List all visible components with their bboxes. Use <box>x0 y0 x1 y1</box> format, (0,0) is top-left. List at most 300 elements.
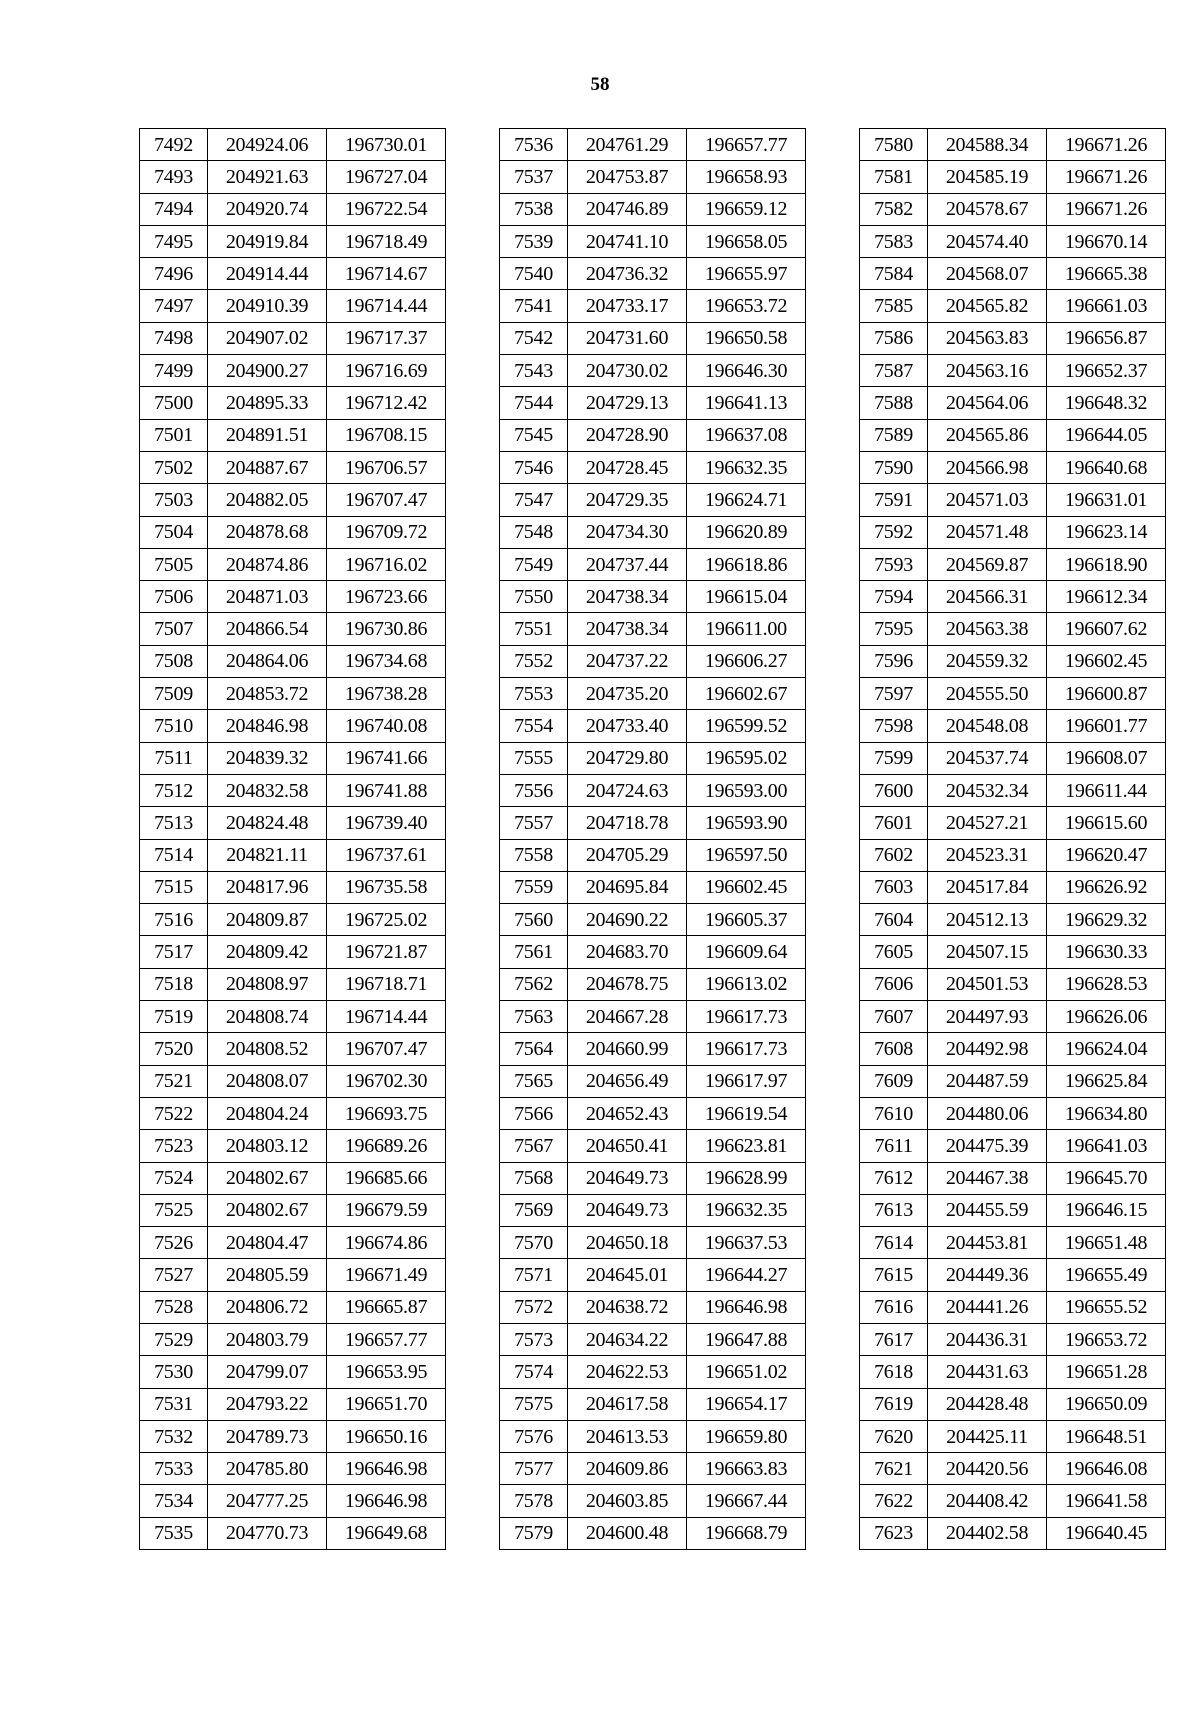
y-coordinate-cell: 196605.37 <box>687 904 806 936</box>
x-coordinate-cell: 204806.72 <box>208 1291 327 1323</box>
y-coordinate-cell: 196602.67 <box>687 678 806 710</box>
point-number-cell: 7570 <box>500 1227 568 1259</box>
table-row <box>140 451 446 483</box>
point-number-cell: 7608 <box>860 1033 928 1065</box>
y-coordinate-cell: 196634.80 <box>1047 1097 1166 1129</box>
table-row <box>500 936 806 968</box>
table-row <box>500 581 806 613</box>
x-coordinate-cell: 204920.74 <box>208 193 327 225</box>
y-coordinate-cell: 196612.34 <box>1047 581 1166 613</box>
y-coordinate-cell: 196725.02 <box>327 904 446 936</box>
table-row <box>500 807 806 839</box>
table-row <box>860 161 1166 193</box>
y-coordinate-cell: 196714.67 <box>327 258 446 290</box>
table-row <box>140 225 446 257</box>
point-number-cell: 7619 <box>860 1388 928 1420</box>
table-row <box>860 1420 1166 1452</box>
point-number-cell: 7545 <box>500 419 568 451</box>
point-number-cell: 7513 <box>140 807 208 839</box>
x-coordinate-cell: 204919.84 <box>208 225 327 257</box>
y-coordinate-cell: 196652.37 <box>1047 355 1166 387</box>
y-coordinate-cell: 196599.52 <box>687 710 806 742</box>
y-coordinate-cell: 196730.01 <box>327 129 446 161</box>
x-coordinate-cell: 204882.05 <box>208 484 327 516</box>
point-number-cell: 7578 <box>500 1485 568 1517</box>
y-coordinate-cell: 196613.02 <box>687 968 806 1000</box>
point-number-cell: 7500 <box>140 387 208 419</box>
x-coordinate-cell: 204690.22 <box>568 904 687 936</box>
table-row <box>140 774 446 806</box>
point-number-cell: 7533 <box>140 1453 208 1485</box>
point-number-cell: 7535 <box>140 1517 208 1549</box>
y-coordinate-cell: 196650.09 <box>1047 1388 1166 1420</box>
y-coordinate-cell: 196637.53 <box>687 1227 806 1259</box>
x-coordinate-cell: 204821.11 <box>208 839 327 871</box>
point-number-cell: 7560 <box>500 904 568 936</box>
x-coordinate-cell: 204449.36 <box>928 1259 1047 1291</box>
table-row <box>860 1485 1166 1517</box>
table-row <box>860 1356 1166 1388</box>
point-number-cell: 7572 <box>500 1291 568 1323</box>
point-number-cell: 7623 <box>860 1517 928 1549</box>
x-coordinate-cell: 204420.56 <box>928 1453 1047 1485</box>
x-coordinate-cell: 204436.31 <box>928 1323 1047 1355</box>
y-coordinate-cell: 196702.30 <box>327 1065 446 1097</box>
point-number-cell: 7512 <box>140 774 208 806</box>
y-coordinate-cell: 196650.16 <box>327 1420 446 1452</box>
point-number-cell: 7571 <box>500 1259 568 1291</box>
point-number-cell: 7565 <box>500 1065 568 1097</box>
table-row <box>140 258 446 290</box>
x-coordinate-cell: 204910.39 <box>208 290 327 322</box>
y-coordinate-cell: 196623.81 <box>687 1130 806 1162</box>
table-row <box>860 1162 1166 1194</box>
y-coordinate-cell: 196641.58 <box>1047 1485 1166 1517</box>
y-coordinate-cell: 196628.99 <box>687 1162 806 1194</box>
table-row <box>860 613 1166 645</box>
table-row <box>140 355 446 387</box>
y-coordinate-cell: 196649.68 <box>327 1517 446 1549</box>
table-row <box>500 355 806 387</box>
y-coordinate-cell: 196659.80 <box>687 1420 806 1452</box>
point-number-cell: 7568 <box>500 1162 568 1194</box>
x-coordinate-cell: 204431.63 <box>928 1356 1047 1388</box>
x-coordinate-cell: 204874.86 <box>208 548 327 580</box>
table-row <box>500 839 806 871</box>
point-number-cell: 7556 <box>500 774 568 806</box>
page-number: 58 <box>590 74 610 95</box>
table-row <box>500 1420 806 1452</box>
table-row <box>140 613 446 645</box>
point-number-cell: 7566 <box>500 1097 568 1129</box>
x-coordinate-cell: 204609.86 <box>568 1453 687 1485</box>
table-row <box>500 1323 806 1355</box>
y-coordinate-cell: 196657.77 <box>687 129 806 161</box>
point-number-cell: 7580 <box>860 129 928 161</box>
x-coordinate-cell: 204617.58 <box>568 1388 687 1420</box>
y-coordinate-cell: 196646.98 <box>687 1291 806 1323</box>
y-coordinate-cell: 196647.88 <box>687 1323 806 1355</box>
x-coordinate-cell: 204887.67 <box>208 451 327 483</box>
point-number-cell: 7508 <box>140 645 208 677</box>
table-row <box>140 1453 446 1485</box>
x-coordinate-cell: 204574.40 <box>928 225 1047 257</box>
y-coordinate-cell: 196650.58 <box>687 322 806 354</box>
point-number-cell: 7509 <box>140 678 208 710</box>
point-number-cell: 7495 <box>140 225 208 257</box>
point-number-cell: 7542 <box>500 322 568 354</box>
x-coordinate-cell: 204559.32 <box>928 645 1047 677</box>
table-row <box>500 968 806 1000</box>
table-row <box>140 516 446 548</box>
y-coordinate-cell: 196723.66 <box>327 581 446 613</box>
table-row <box>500 1194 806 1226</box>
point-number-cell: 7594 <box>860 581 928 613</box>
table-row <box>860 419 1166 451</box>
x-coordinate-cell: 204507.15 <box>928 936 1047 968</box>
x-coordinate-cell: 204737.22 <box>568 645 687 677</box>
point-number-cell: 7561 <box>500 936 568 968</box>
y-coordinate-cell: 196632.35 <box>687 1194 806 1226</box>
y-coordinate-cell: 196646.30 <box>687 355 806 387</box>
x-coordinate-cell: 204667.28 <box>568 1001 687 1033</box>
table-row <box>860 774 1166 806</box>
x-coordinate-cell: 204733.17 <box>568 290 687 322</box>
x-coordinate-cell: 204425.11 <box>928 1420 1047 1452</box>
y-coordinate-cell: 196641.13 <box>687 387 806 419</box>
x-coordinate-cell: 204761.29 <box>568 129 687 161</box>
x-coordinate-cell: 204634.22 <box>568 1323 687 1355</box>
y-coordinate-cell: 196602.45 <box>1047 645 1166 677</box>
table-row <box>500 193 806 225</box>
y-coordinate-cell: 196716.02 <box>327 548 446 580</box>
x-coordinate-cell: 204475.39 <box>928 1130 1047 1162</box>
y-coordinate-cell: 196623.14 <box>1047 516 1166 548</box>
point-number-cell: 7493 <box>140 161 208 193</box>
y-coordinate-cell: 196653.72 <box>1047 1323 1166 1355</box>
point-number-cell: 7615 <box>860 1259 928 1291</box>
y-coordinate-cell: 196739.40 <box>327 807 446 839</box>
point-number-cell: 7558 <box>500 839 568 871</box>
table-row <box>860 710 1166 742</box>
point-number-cell: 7573 <box>500 1323 568 1355</box>
x-coordinate-cell: 204571.48 <box>928 516 1047 548</box>
table-row <box>860 193 1166 225</box>
point-number-cell: 7617 <box>860 1323 928 1355</box>
y-coordinate-cell: 196663.83 <box>687 1453 806 1485</box>
x-coordinate-cell: 204563.83 <box>928 322 1047 354</box>
y-coordinate-cell: 196722.54 <box>327 193 446 225</box>
point-number-cell: 7528 <box>140 1291 208 1323</box>
table-row <box>140 1097 446 1129</box>
x-coordinate-cell: 204804.47 <box>208 1227 327 1259</box>
y-coordinate-cell: 196727.04 <box>327 161 446 193</box>
table-row <box>500 290 806 322</box>
x-coordinate-cell: 204568.07 <box>928 258 1047 290</box>
x-coordinate-cell: 204809.42 <box>208 936 327 968</box>
point-number-cell: 7601 <box>860 807 928 839</box>
point-number-cell: 7552 <box>500 645 568 677</box>
table-row <box>500 258 806 290</box>
point-number-cell: 7598 <box>860 710 928 742</box>
x-coordinate-cell: 204846.98 <box>208 710 327 742</box>
y-coordinate-cell: 196670.14 <box>1047 225 1166 257</box>
coordinate-table-2 <box>499 128 806 1550</box>
y-coordinate-cell: 196644.27 <box>687 1259 806 1291</box>
table-row <box>140 1517 446 1549</box>
table-row <box>860 1033 1166 1065</box>
table-row <box>500 1033 806 1065</box>
y-coordinate-cell: 196626.06 <box>1047 1001 1166 1033</box>
x-coordinate-cell: 204565.82 <box>928 290 1047 322</box>
x-coordinate-cell: 204650.18 <box>568 1227 687 1259</box>
table-row <box>140 678 446 710</box>
table-row <box>140 742 446 774</box>
x-coordinate-cell: 204492.98 <box>928 1033 1047 1065</box>
point-number-cell: 7492 <box>140 129 208 161</box>
x-coordinate-cell: 204746.89 <box>568 193 687 225</box>
x-coordinate-cell: 204731.60 <box>568 322 687 354</box>
table-row <box>140 1065 446 1097</box>
point-number-cell: 7550 <box>500 581 568 613</box>
point-number-cell: 7548 <box>500 516 568 548</box>
table-row <box>140 129 446 161</box>
x-coordinate-cell: 204441.26 <box>928 1291 1047 1323</box>
table-row <box>860 1323 1166 1355</box>
table-row <box>860 581 1166 613</box>
point-number-cell: 7496 <box>140 258 208 290</box>
point-number-cell: 7555 <box>500 742 568 774</box>
point-number-cell: 7494 <box>140 193 208 225</box>
x-coordinate-cell: 204871.03 <box>208 581 327 613</box>
y-coordinate-cell: 196640.45 <box>1047 1517 1166 1549</box>
point-number-cell: 7605 <box>860 936 928 968</box>
y-coordinate-cell: 196648.32 <box>1047 387 1166 419</box>
y-coordinate-cell: 196651.48 <box>1047 1227 1166 1259</box>
table-row <box>500 678 806 710</box>
table-row <box>140 839 446 871</box>
y-coordinate-cell: 196617.73 <box>687 1001 806 1033</box>
point-number-cell: 7592 <box>860 516 928 548</box>
point-number-cell: 7525 <box>140 1194 208 1226</box>
point-number-cell: 7522 <box>140 1097 208 1129</box>
table-row <box>140 1356 446 1388</box>
x-coordinate-cell: 204802.67 <box>208 1194 327 1226</box>
x-coordinate-cell: 204817.96 <box>208 871 327 903</box>
table-row <box>500 1291 806 1323</box>
point-number-cell: 7575 <box>500 1388 568 1420</box>
point-number-cell: 7621 <box>860 1453 928 1485</box>
x-coordinate-cell: 204724.63 <box>568 774 687 806</box>
table-row <box>860 516 1166 548</box>
y-coordinate-cell: 196607.62 <box>1047 613 1166 645</box>
x-coordinate-cell: 204566.31 <box>928 581 1047 613</box>
point-number-cell: 7501 <box>140 419 208 451</box>
x-coordinate-cell: 204453.81 <box>928 1227 1047 1259</box>
point-number-cell: 7599 <box>860 742 928 774</box>
y-coordinate-cell: 196741.88 <box>327 774 446 806</box>
x-coordinate-cell: 204734.30 <box>568 516 687 548</box>
x-coordinate-cell: 204839.32 <box>208 742 327 774</box>
y-coordinate-cell: 196657.77 <box>327 1323 446 1355</box>
point-number-cell: 7532 <box>140 1420 208 1452</box>
table-row <box>140 936 446 968</box>
x-coordinate-cell: 204729.35 <box>568 484 687 516</box>
x-coordinate-cell: 204683.70 <box>568 936 687 968</box>
y-coordinate-cell: 196671.49 <box>327 1259 446 1291</box>
y-coordinate-cell: 196668.79 <box>687 1517 806 1549</box>
point-number-cell: 7518 <box>140 968 208 1000</box>
table-row <box>860 484 1166 516</box>
y-coordinate-cell: 196619.54 <box>687 1097 806 1129</box>
point-number-cell: 7516 <box>140 904 208 936</box>
point-number-cell: 7539 <box>500 225 568 257</box>
x-coordinate-cell: 204645.01 <box>568 1259 687 1291</box>
table-row <box>140 1388 446 1420</box>
y-coordinate-cell: 196624.04 <box>1047 1033 1166 1065</box>
table-row <box>860 258 1166 290</box>
y-coordinate-cell: 196665.38 <box>1047 258 1166 290</box>
x-coordinate-cell: 204517.84 <box>928 871 1047 903</box>
x-coordinate-cell: 204622.53 <box>568 1356 687 1388</box>
point-number-cell: 7531 <box>140 1388 208 1420</box>
y-coordinate-cell: 196646.98 <box>327 1453 446 1485</box>
y-coordinate-cell: 196609.64 <box>687 936 806 968</box>
y-coordinate-cell: 196709.72 <box>327 516 446 548</box>
point-number-cell: 7584 <box>860 258 928 290</box>
y-coordinate-cell: 196646.15 <box>1047 1194 1166 1226</box>
table-row <box>500 1388 806 1420</box>
x-coordinate-cell: 204548.08 <box>928 710 1047 742</box>
point-number-cell: 7602 <box>860 839 928 871</box>
y-coordinate-cell: 196618.86 <box>687 548 806 580</box>
table-row <box>860 807 1166 839</box>
x-coordinate-cell: 204804.24 <box>208 1097 327 1129</box>
coordinate-table-3 <box>859 128 1166 1550</box>
x-coordinate-cell: 204555.50 <box>928 678 1047 710</box>
table-row <box>860 1453 1166 1485</box>
y-coordinate-cell: 196620.47 <box>1047 839 1166 871</box>
x-coordinate-cell: 204585.19 <box>928 161 1047 193</box>
y-coordinate-cell: 196615.60 <box>1047 807 1166 839</box>
x-coordinate-cell: 204728.45 <box>568 451 687 483</box>
point-number-cell: 7534 <box>140 1485 208 1517</box>
point-number-cell: 7551 <box>500 613 568 645</box>
y-coordinate-cell: 196611.44 <box>1047 774 1166 806</box>
table-row <box>500 1162 806 1194</box>
table-row <box>860 290 1166 322</box>
point-number-cell: 7511 <box>140 742 208 774</box>
table-row <box>500 742 806 774</box>
y-coordinate-cell: 196718.71 <box>327 968 446 1000</box>
x-coordinate-cell: 204408.42 <box>928 1485 1047 1517</box>
y-coordinate-cell: 196630.33 <box>1047 936 1166 968</box>
x-coordinate-cell: 204569.87 <box>928 548 1047 580</box>
y-coordinate-cell: 196644.05 <box>1047 419 1166 451</box>
y-coordinate-cell: 196706.57 <box>327 451 446 483</box>
y-coordinate-cell: 196667.44 <box>687 1485 806 1517</box>
table-row <box>500 1356 806 1388</box>
table-row <box>860 1194 1166 1226</box>
point-number-cell: 7604 <box>860 904 928 936</box>
y-coordinate-cell: 196631.01 <box>1047 484 1166 516</box>
x-coordinate-cell: 204564.06 <box>928 387 1047 419</box>
x-coordinate-cell: 204695.84 <box>568 871 687 903</box>
point-number-cell: 7523 <box>140 1130 208 1162</box>
point-number-cell: 7541 <box>500 290 568 322</box>
point-number-cell: 7564 <box>500 1033 568 1065</box>
y-coordinate-cell: 196671.26 <box>1047 129 1166 161</box>
point-number-cell: 7610 <box>860 1097 928 1129</box>
table-row <box>500 645 806 677</box>
y-coordinate-cell: 196620.89 <box>687 516 806 548</box>
point-number-cell: 7499 <box>140 355 208 387</box>
point-number-cell: 7506 <box>140 581 208 613</box>
y-coordinate-cell: 196651.70 <box>327 1388 446 1420</box>
point-number-cell: 7595 <box>860 613 928 645</box>
y-coordinate-cell: 196645.70 <box>1047 1162 1166 1194</box>
y-coordinate-cell: 196629.32 <box>1047 904 1166 936</box>
x-coordinate-cell: 204738.34 <box>568 613 687 645</box>
table-row <box>140 871 446 903</box>
point-number-cell: 7530 <box>140 1356 208 1388</box>
table-row <box>140 1001 446 1033</box>
table-row <box>140 1259 446 1291</box>
y-coordinate-cell: 196735.58 <box>327 871 446 903</box>
y-coordinate-cell: 196618.90 <box>1047 548 1166 580</box>
table-row <box>860 871 1166 903</box>
point-number-cell: 7577 <box>500 1453 568 1485</box>
y-coordinate-cell: 196740.08 <box>327 710 446 742</box>
y-coordinate-cell: 196651.28 <box>1047 1356 1166 1388</box>
point-number-cell: 7524 <box>140 1162 208 1194</box>
point-number-cell: 7514 <box>140 839 208 871</box>
y-coordinate-cell: 196593.90 <box>687 807 806 839</box>
y-coordinate-cell: 196637.08 <box>687 419 806 451</box>
x-coordinate-cell: 204455.59 <box>928 1194 1047 1226</box>
table-row <box>140 193 446 225</box>
point-number-cell: 7606 <box>860 968 928 1000</box>
x-coordinate-cell: 204537.74 <box>928 742 1047 774</box>
y-coordinate-cell: 196734.68 <box>327 645 446 677</box>
x-coordinate-cell: 204808.52 <box>208 1033 327 1065</box>
table-row <box>860 1001 1166 1033</box>
point-number-cell: 7586 <box>860 322 928 354</box>
table-row <box>500 161 806 193</box>
x-coordinate-cell: 204563.38 <box>928 613 1047 645</box>
x-coordinate-cell: 204497.93 <box>928 1001 1047 1033</box>
x-coordinate-cell: 204728.90 <box>568 419 687 451</box>
point-number-cell: 7526 <box>140 1227 208 1259</box>
point-number-cell: 7562 <box>500 968 568 1000</box>
table-row <box>140 1485 446 1517</box>
table-row <box>140 581 446 613</box>
x-coordinate-cell: 204895.33 <box>208 387 327 419</box>
point-number-cell: 7529 <box>140 1323 208 1355</box>
x-coordinate-cell: 204565.86 <box>928 419 1047 451</box>
point-number-cell: 7600 <box>860 774 928 806</box>
table-row <box>140 710 446 742</box>
y-coordinate-cell: 196716.69 <box>327 355 446 387</box>
x-coordinate-cell: 204777.25 <box>208 1485 327 1517</box>
x-coordinate-cell: 204649.73 <box>568 1162 687 1194</box>
point-number-cell: 7618 <box>860 1356 928 1388</box>
point-number-cell: 7590 <box>860 451 928 483</box>
y-coordinate-cell: 196655.52 <box>1047 1291 1166 1323</box>
x-coordinate-cell: 204799.07 <box>208 1356 327 1388</box>
x-coordinate-cell: 204729.80 <box>568 742 687 774</box>
point-number-cell: 7579 <box>500 1517 568 1549</box>
